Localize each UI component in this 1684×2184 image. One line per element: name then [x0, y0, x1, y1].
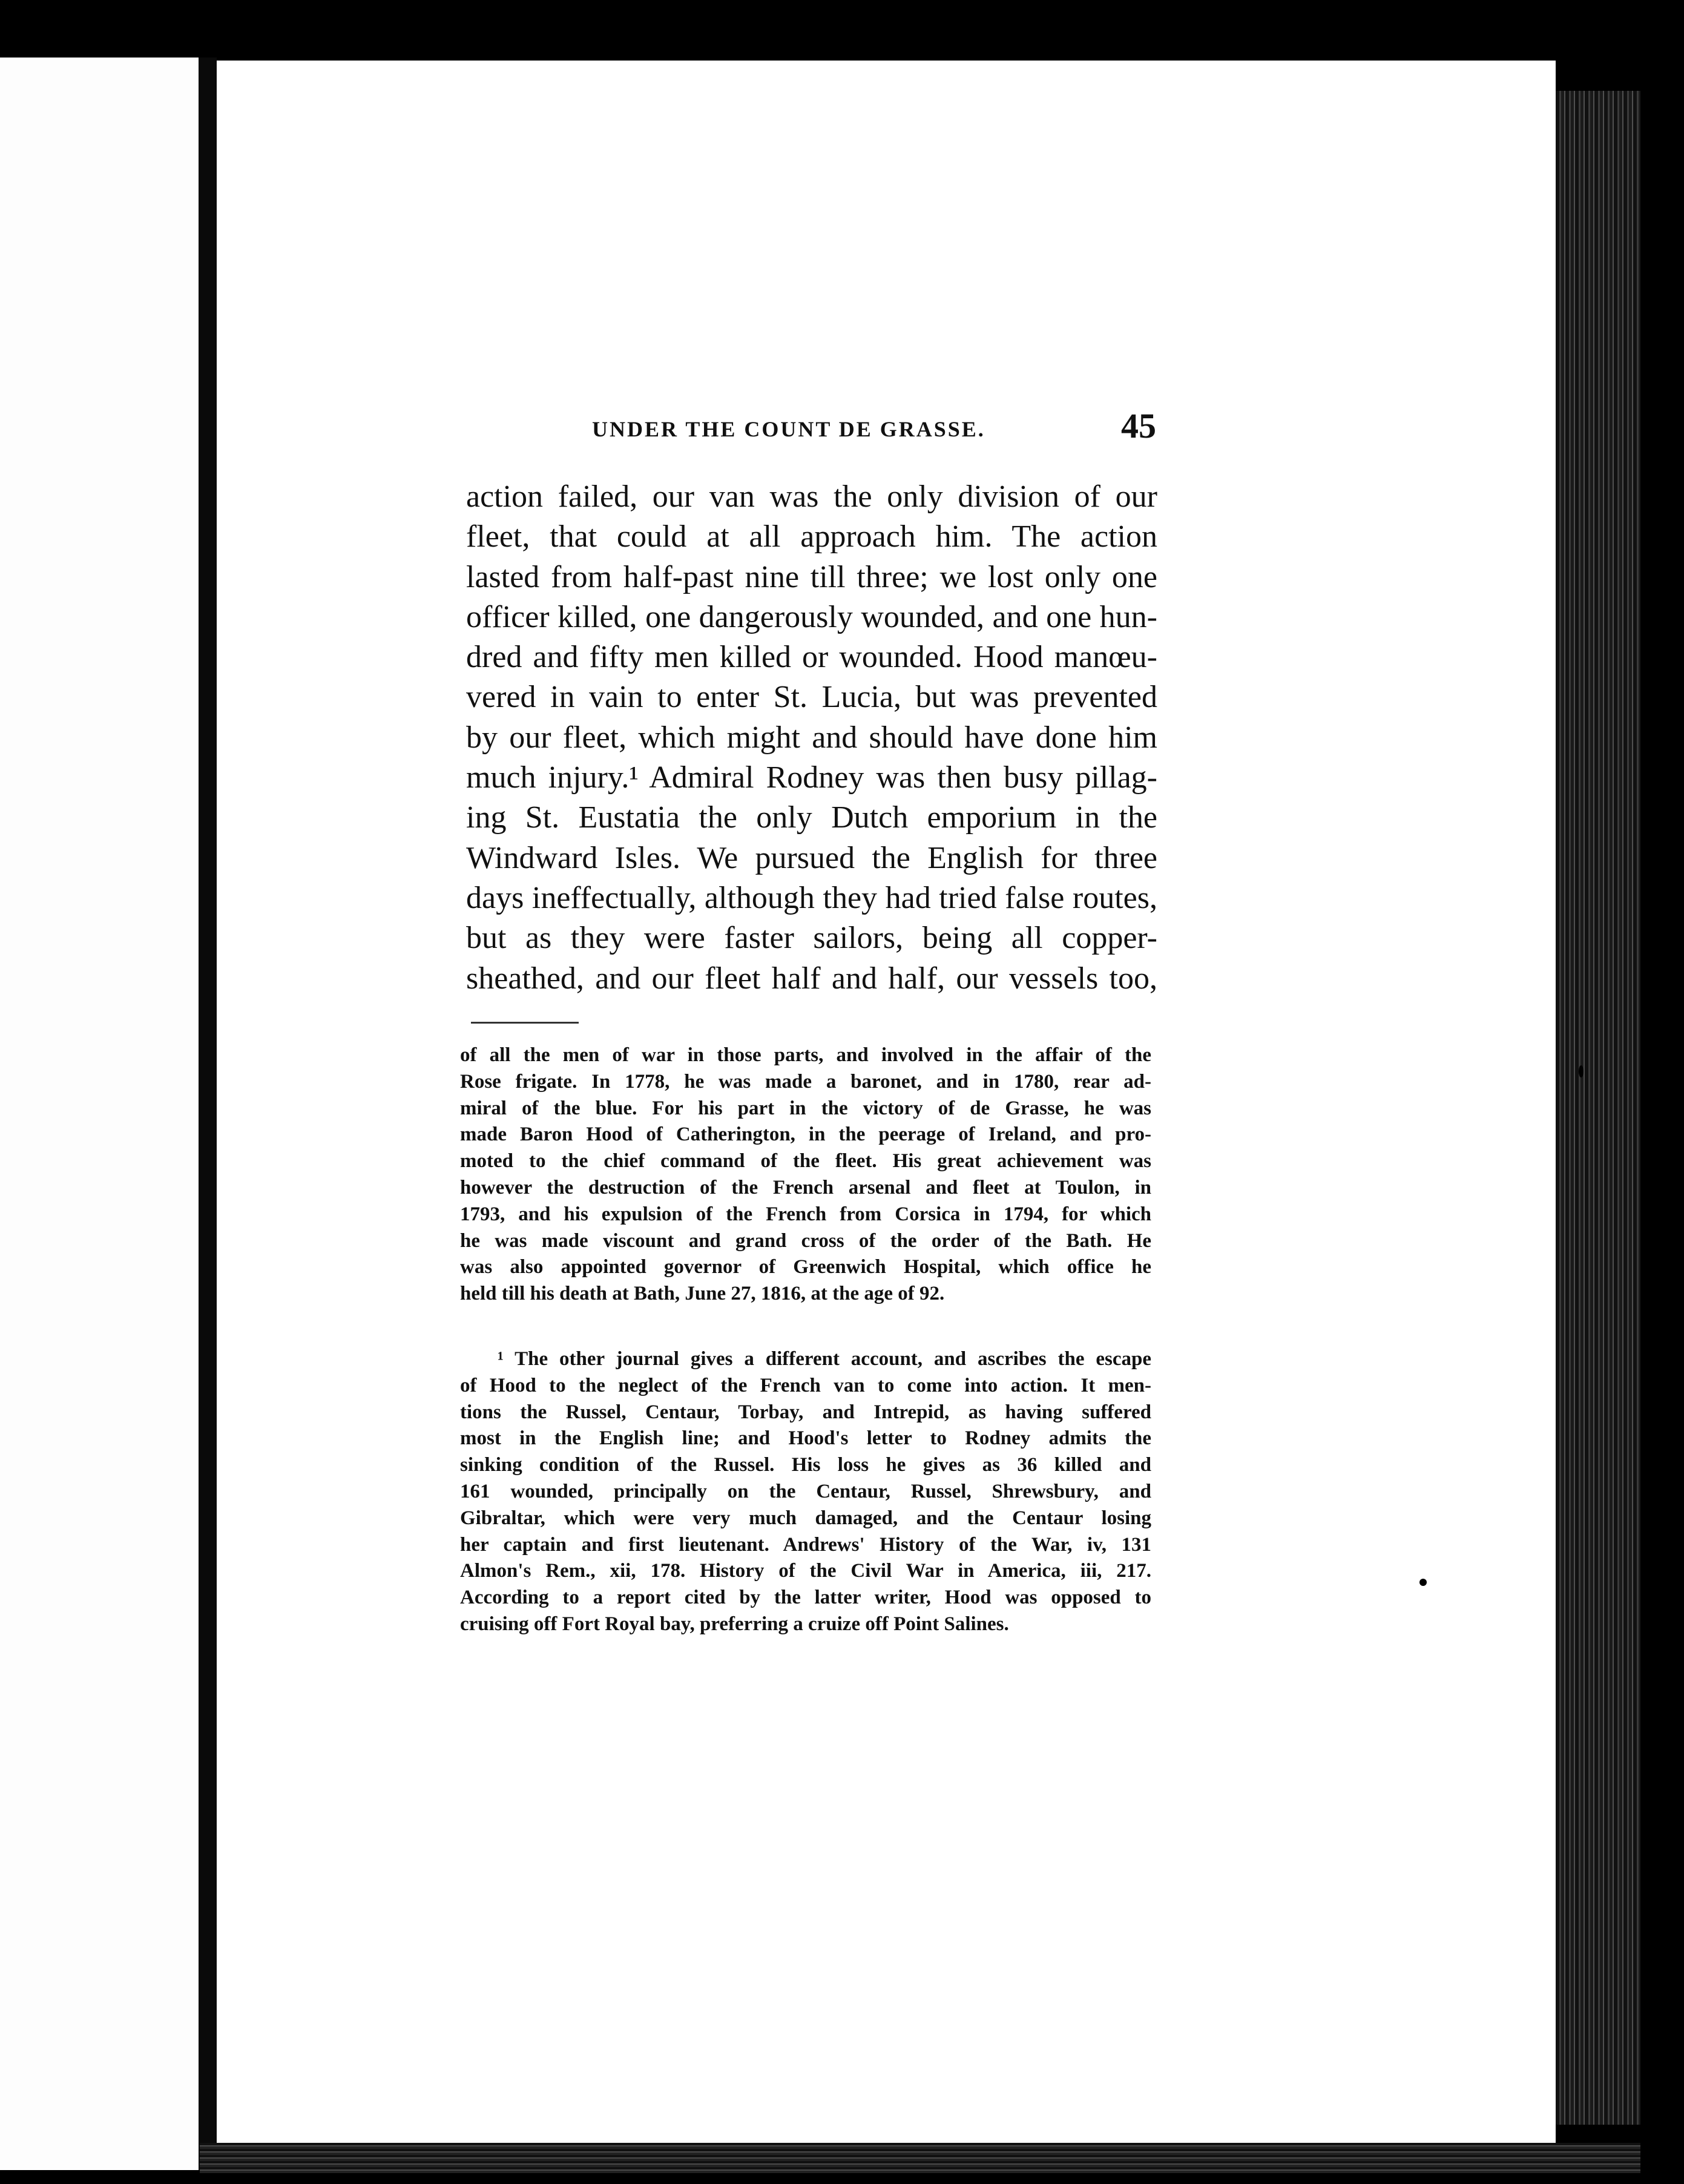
footnote-line: held till his death at Bath, June 27, 1816, at the age of 92. — [460, 1283, 945, 1305]
footnote-line: 161 wounded, principally on the Centaur, Russel, Shrewsbury, and — [460, 1480, 1151, 1502]
footnote-line: tions the Russel, Centaur, Torbay, and Intrepid, as having suffered — [460, 1401, 1151, 1423]
footnote-1 — [460, 1346, 1151, 1638]
running-title: UNDER THE COUNT DE GRASSE. — [592, 417, 985, 441]
footnote-line: he was made viscount and grand cross of the order of the Bath. He — [460, 1229, 1151, 1252]
ink-speck — [1419, 1579, 1427, 1586]
running-header — [460, 406, 1156, 454]
text-line: dred and fifty men killed or wounded. Hood manœu- — [466, 640, 1157, 675]
footnote-line: moted to the chief command of the fleet. His great achievement was — [460, 1150, 1151, 1173]
text-line: officer killed, one dangerously wounded, and one hun- — [466, 599, 1157, 634]
footnote-line: most in the English line; and Hood's letter to Rodney admits the — [460, 1427, 1151, 1450]
footnote-line: Rose frigate. In 1778, he was made a baronet, and in 1780, rear ad- — [460, 1070, 1151, 1093]
text-line: lasted from half-past nine till three; we lost only one — [466, 559, 1157, 594]
footnote-line: however the destruction of the French arsenal and fleet at Toulon, in — [460, 1176, 1151, 1199]
page-stack-edge-right — [1556, 91, 1640, 2125]
footnote-line: was also appointed governor of Greenwich Hospital, which office he — [460, 1256, 1151, 1278]
footnote-line: of all the men of war in those parts, and involved in the affair of the — [460, 1044, 1151, 1066]
footnote-line: Almon's Rem., xii, 178. History of the Civil War in America, iii, 217. — [460, 1560, 1151, 1582]
footnote-line: miral of the blue. For his part in the victory of de Grasse, he was — [460, 1097, 1151, 1119]
footnote-line: her captain and first lieutenant. Andrews' History of the War, iv, 131 — [460, 1533, 1151, 1556]
footnote-line: Gibraltar, which were very much damaged, and the Centaur losing — [460, 1507, 1151, 1529]
footnote-line: ¹ The other journal gives a different account, and ascribes the escape — [498, 1348, 1151, 1370]
text-line: Windward Isles. We pursued the English for three — [466, 840, 1157, 875]
footnote-rule — [471, 1022, 579, 1024]
footnote-continued — [460, 1042, 1151, 1307]
text-line: much injury.¹ Admiral Rodney was then busy pillag- — [466, 760, 1157, 795]
page-number: 45 — [1121, 406, 1156, 446]
footnote-line: 1793, and his expulsion of the French from Corsica in 1794, for which — [460, 1203, 1151, 1225]
footnote-line: made Baron Hood of Catherington, in the peerage of Ireland, and pro- — [460, 1123, 1151, 1146]
text-line: action failed, our van was the only division of our — [466, 479, 1157, 514]
footnote-line: sinking condition of the Russel. His loss he gives as 36 killed and — [460, 1454, 1151, 1476]
main-text — [466, 477, 1157, 999]
ink-speck — [1579, 1065, 1584, 1077]
text-line: ing St. Eustatia the only Dutch emporium in the — [466, 800, 1157, 835]
left-page-edge — [0, 58, 200, 2170]
text-line: vered in vain to enter St. Lucia, but was prevented — [466, 680, 1157, 715]
text-line: by our fleet, which might and should have done him — [466, 720, 1157, 755]
book-gutter — [199, 58, 217, 2170]
text-line: but as they were faster sailors, being all copper- — [466, 921, 1157, 956]
text-line: days ineffectually, although they had tried false routes, — [466, 880, 1157, 915]
text-line: fleet, that could at all approach him. The action — [466, 519, 1157, 554]
footnote-line: cruising off Fort Royal bay, preferring a cruize off Point Salines. — [460, 1613, 1009, 1635]
page-stack-edge-bottom — [200, 2143, 1640, 2173]
text-line: sheathed, and our fleet half and half, our vessels too, — [466, 961, 1157, 996]
footnote-line: of Hood to the neglect of the French van to come into action. It men- — [460, 1374, 1151, 1396]
footnote-line: According to a report cited by the latter writer, Hood was opposed to — [460, 1587, 1151, 1609]
